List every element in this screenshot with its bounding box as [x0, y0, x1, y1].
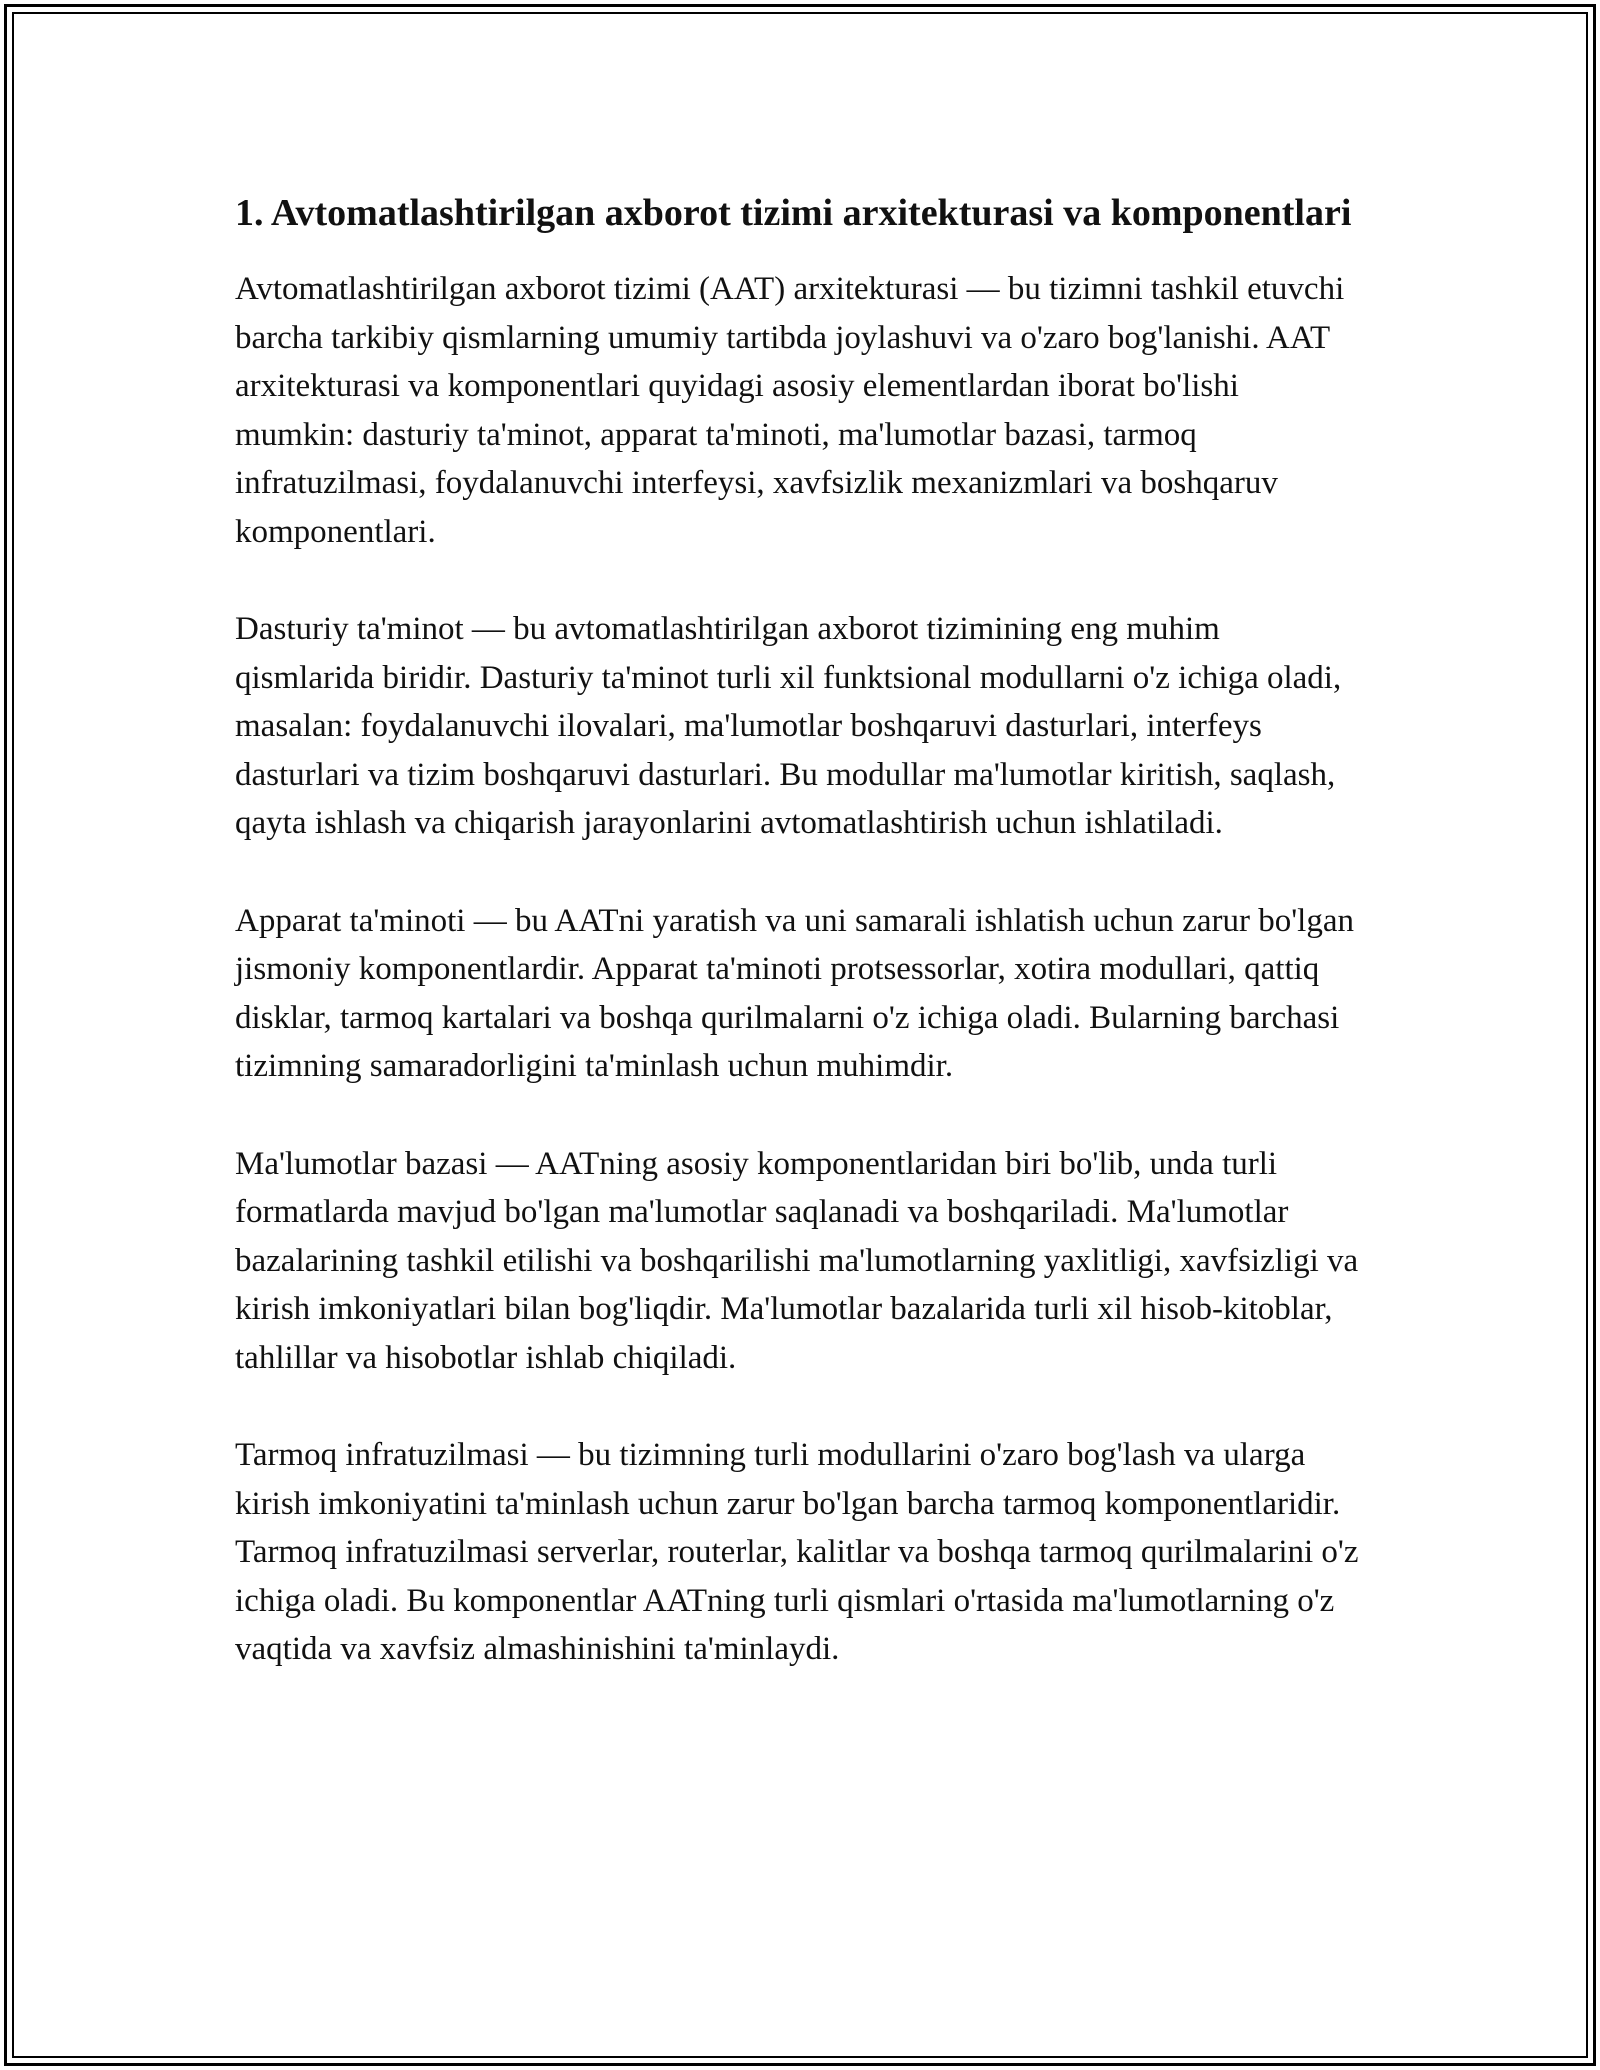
document-body — [235, 186, 1365, 1723]
section-title: 1. Avtomatlashtirilgan axborot tizimi arxitekturasi va komponentlari — [235, 192, 1352, 234]
paragraph-architecture: Avtomatlashtirilgan axborot tizimi (AAT) arxitekturasi — bu tizimni tashkil etuvchi barcha tarkibiy qismlarning umumiy tartibda joylashuvi va o'zaro bog'lanishi. AAT arxitekturasi va komponentlari quyidagi asosiy elementlardan iborat bo'lishi mumkin: dasturiy ta'minot, apparat ta'minoti, ma'lumotlar bazasi, tarmoq infratuzilmasi, foydalanuvchi interfeysi, xavfsizlik mexanizmlari va boshqaruv komponentlari. — [235, 271, 1345, 550]
paragraph-software: Dasturiy ta'minot — bu avtomatlashtirilgan axborot tizimining eng muhim qismlarida biridir. Dasturiy ta'minot turli xil funktsional modullarni o'z ichiga oladi, masalan: foydalanuvchi ilovalari, ma'lumotlar boshqaruvi dasturlari, interfeys dasturlari va tizim boshqaruvi dasturlari. Bu modullar ma'lumotlar kiritish, saqlash, qayta ishlash va chiqarish jarayonlarini avtomatlashtirish uchun ishlatiladi. — [235, 611, 1342, 841]
paragraph-database: Ma'lumotlar bazasi — AATning asosiy komponentlaridan biri bo'lib, unda turli formatlarda mavjud bo'lgan ma'lumotlar saqlanadi va boshqariladi. Ma'lumotlar bazalarining tashkil etilishi va boshqarilishi ma'lumotlarning yaxlitligi, xavfsizligi va kirish imkoniyatlari bilan bog'liqdir. Ma'lumotlar bazalarida turli xil hisob-kitoblar, tahlillar va hisobotlar ishlab chiqiladi. — [235, 1145, 1359, 1376]
paragraph-network: Tarmoq infratuzilmasi — bu tizimning turli modullarini o'zaro bog'lash va ularga kirish imkoniyatini ta'minlash uchun zarur bo'lgan barcha tarmoq komponentlaridir. Tarmoq infratuzilmasi serverlar, routerlar, kalitlar va boshqa tarmoq qurilmalarini o'z ichiga oladi. Bu komponentlar AATning turli qismlari o'rtasida ma'lumotlarning o'z vaqtida va xavfsiz almashinishini ta'minlaydi. — [235, 1437, 1359, 1667]
paragraph-hardware: Apparat ta'minoti — bu AATni yaratish va uni samarali ishlatish uchun zarur bo'lgan jismoniy komponentlardir. Apparat ta'minoti protsessorlar, xotira modullari, qattiq disklar, tarmoq kartalari va boshqa qurilmalarni o'z ichiga oladi. Bularning barchasi tizimning samaradorligini ta'minlash uchun muhimdir. — [235, 902, 1354, 1084]
